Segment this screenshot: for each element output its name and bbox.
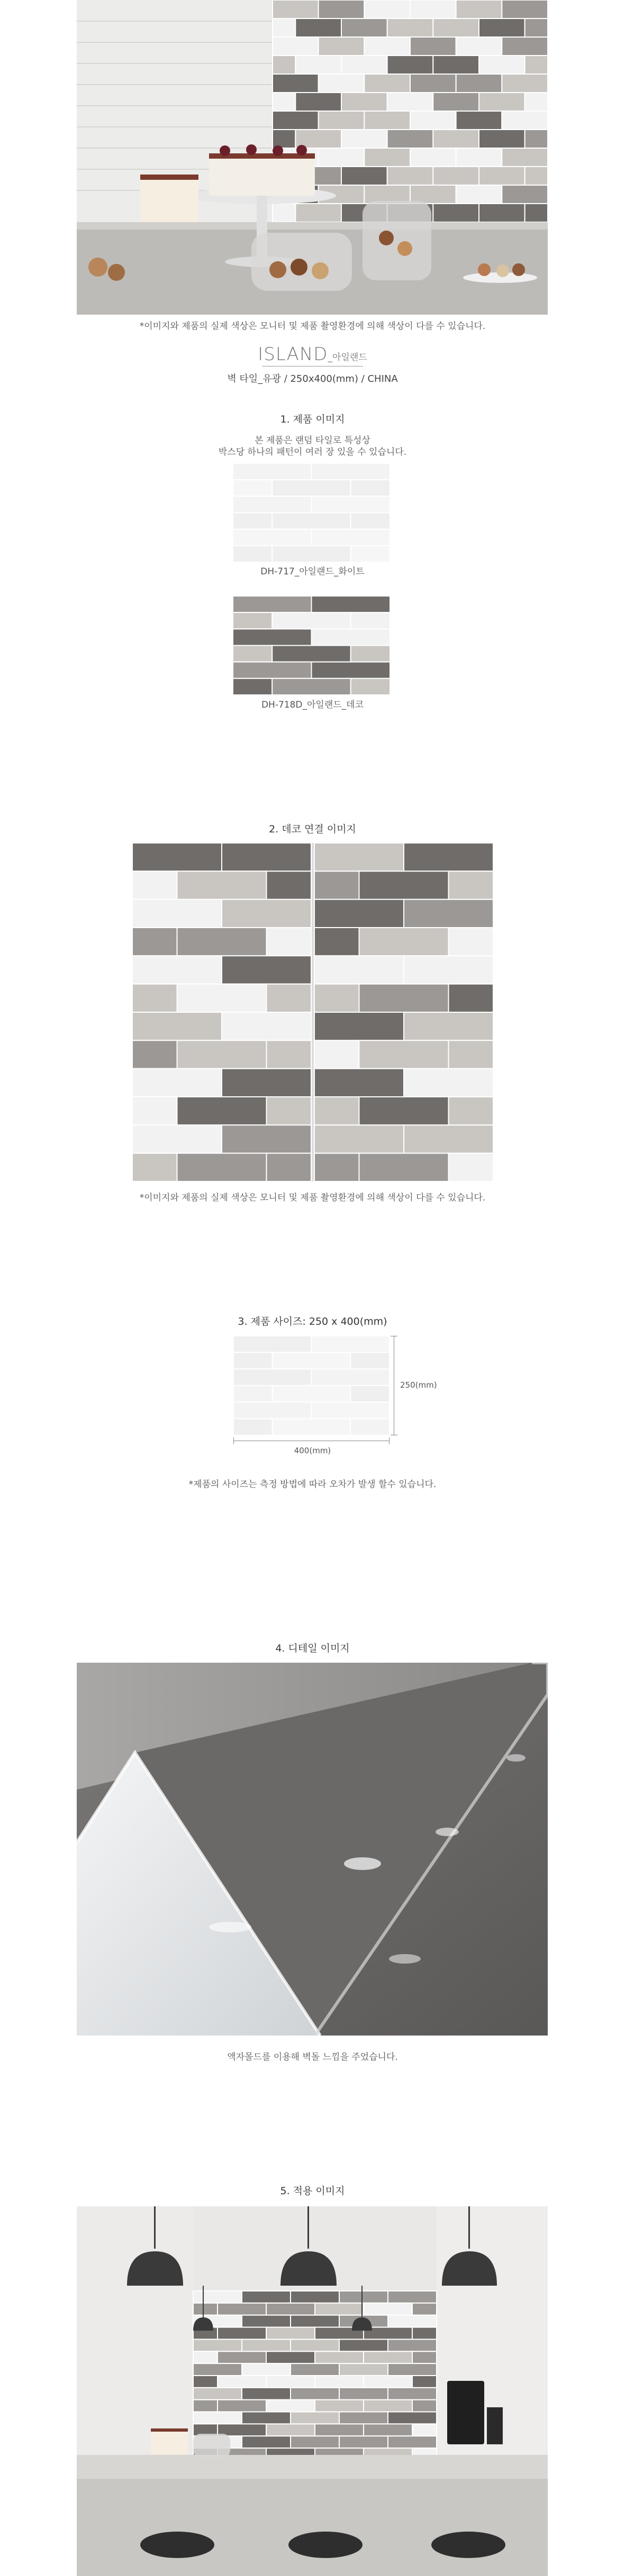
brick — [272, 513, 351, 529]
brick — [233, 480, 272, 496]
brick — [350, 1352, 390, 1369]
brick — [218, 2376, 266, 2388]
brick — [404, 1125, 493, 1153]
brick — [351, 546, 390, 562]
brick — [319, 111, 365, 130]
brick — [177, 1097, 267, 1125]
brick — [404, 956, 493, 984]
brick — [387, 130, 433, 148]
brick — [314, 1097, 359, 1125]
section-1-desc-line1: 본 제품은 랜덤 타일로 특성상 — [255, 435, 370, 446]
brick — [456, 37, 502, 56]
brick — [364, 37, 410, 56]
brick — [312, 496, 391, 512]
brick — [273, 130, 295, 148]
brick — [412, 2376, 437, 2388]
brick — [233, 1402, 312, 1418]
brick — [273, 1352, 351, 1369]
brick — [266, 2351, 315, 2363]
brick — [295, 93, 341, 111]
brick — [177, 1040, 267, 1068]
brick — [233, 529, 312, 546]
brick — [404, 1069, 493, 1097]
brick — [267, 871, 312, 899]
brick — [132, 900, 222, 928]
brick — [341, 167, 387, 185]
brick — [525, 93, 548, 111]
brick — [132, 928, 177, 956]
brick — [295, 56, 341, 74]
brick — [314, 900, 404, 928]
brick — [132, 1069, 222, 1097]
brick — [315, 2351, 364, 2363]
brick — [502, 74, 548, 93]
hero-photo — [77, 0, 548, 315]
brick — [132, 1125, 222, 1153]
brick — [222, 900, 311, 928]
brick — [314, 843, 404, 871]
brick — [410, 0, 456, 19]
section-1-title: 1. 제품 이미지 — [280, 414, 345, 425]
deco-connection-illustration — [132, 843, 493, 1181]
brick — [525, 19, 548, 37]
brick — [193, 2412, 242, 2424]
brick — [312, 1336, 390, 1352]
brick — [233, 1386, 273, 1402]
brick — [387, 56, 433, 74]
brick — [312, 1369, 390, 1386]
brick — [233, 1352, 273, 1369]
brick — [291, 2363, 339, 2376]
brick — [314, 1125, 404, 1153]
brick — [388, 2339, 437, 2351]
brick — [242, 2291, 291, 2303]
brick — [319, 37, 365, 56]
brick — [222, 956, 311, 984]
brick — [314, 984, 359, 1012]
deco-connection-image — [132, 843, 493, 1181]
brick — [266, 2424, 315, 2436]
brick — [479, 56, 525, 74]
section-2-title: 2. 데코 연결 이미지 — [269, 823, 356, 835]
application-illustration — [77, 2206, 548, 2576]
brick — [291, 2291, 339, 2303]
brick — [242, 2436, 291, 2448]
size-disclaimer: *제품의 사이즈는 측정 방법에 따라 오차가 발생 할수 있습니다. — [188, 1479, 437, 1490]
tile-sample-white — [233, 463, 390, 562]
brick — [315, 2424, 364, 2436]
brick — [193, 2400, 218, 2412]
brick — [233, 612, 272, 629]
brick — [433, 19, 479, 37]
brick — [410, 148, 456, 167]
brick — [193, 2351, 218, 2363]
product-name-en: ISLAND — [258, 344, 328, 365]
brick — [218, 2400, 266, 2412]
width-dimension-tick-right — [389, 1437, 390, 1444]
brick — [233, 596, 312, 612]
width-label: 400(mm) — [294, 1446, 331, 1455]
brick — [449, 1153, 494, 1181]
brick — [291, 2412, 339, 2424]
color-disclaimer: *이미지와 제품의 실제 색상은 모니터 및 제품 촬영환경에 의해 색상이 다를 수 있습니다. — [139, 321, 486, 332]
brick — [479, 19, 525, 37]
brick — [233, 1336, 312, 1352]
brick — [433, 204, 479, 222]
brick — [525, 56, 548, 74]
brick — [479, 204, 525, 222]
brick — [410, 111, 456, 130]
brick — [364, 148, 410, 167]
brick — [233, 646, 272, 662]
brick — [388, 2436, 437, 2448]
brick — [314, 1153, 359, 1181]
brick — [242, 2388, 291, 2400]
brick — [341, 56, 387, 74]
brick — [502, 111, 548, 130]
brick — [291, 2339, 339, 2351]
brick — [272, 546, 351, 562]
brick — [359, 1097, 449, 1125]
brick — [364, 111, 410, 130]
brick — [267, 1097, 312, 1125]
product-title — [0, 344, 625, 365]
brick — [456, 0, 502, 19]
brick — [456, 111, 502, 130]
brick — [525, 204, 548, 222]
brick — [449, 1097, 494, 1125]
tile-white-illustration — [233, 463, 390, 562]
brick — [315, 2376, 364, 2388]
brick — [319, 74, 365, 93]
brick — [412, 2327, 437, 2340]
brick — [449, 1040, 494, 1068]
brick — [350, 1386, 390, 1402]
brick — [177, 984, 267, 1012]
brick — [312, 662, 391, 679]
brick — [339, 2436, 388, 2448]
brick — [266, 2400, 315, 2412]
brick — [433, 130, 479, 148]
brick — [410, 74, 456, 93]
brick — [388, 2363, 437, 2376]
product-name-ko: _아일랜드 — [328, 352, 367, 363]
brick — [291, 2315, 339, 2327]
tile-code-deco: DH-718D_아일랜드_데코 — [261, 700, 364, 710]
size-tile-sample — [233, 1336, 390, 1435]
tile-code-white: DH-717_아일랜드_화이트 — [260, 566, 365, 577]
brick — [339, 2339, 388, 2351]
brick — [525, 130, 548, 148]
brick — [387, 167, 433, 185]
section-1-desc-line2: 박스당 하나의 패턴이 여러 장 있을 수 있습니다. — [218, 447, 407, 457]
brick — [177, 928, 267, 956]
brick — [132, 1097, 177, 1125]
brick — [412, 2400, 437, 2412]
brick — [233, 463, 312, 480]
brick — [267, 1153, 312, 1181]
brick — [242, 2315, 291, 2327]
brick — [351, 480, 390, 496]
brick — [433, 93, 479, 111]
brick — [412, 2351, 437, 2363]
brick — [412, 2303, 437, 2315]
brick — [177, 871, 267, 899]
brick — [273, 1386, 351, 1402]
brick — [410, 37, 456, 56]
brick — [193, 2363, 242, 2376]
brick — [233, 496, 312, 512]
brick — [132, 1153, 177, 1181]
product-spec: 벽 타일_유광 / 250x400(mm) / CHINA — [227, 373, 398, 384]
brick — [404, 900, 493, 928]
brick — [502, 148, 548, 167]
brick — [273, 111, 319, 130]
brick — [433, 167, 479, 185]
brick — [351, 679, 390, 695]
brick — [273, 0, 319, 19]
brick — [312, 596, 391, 612]
brick — [193, 2303, 218, 2315]
connection-color-disclaimer: *이미지와 제품의 실제 색상은 모니터 및 제품 촬영환경에 의해 색상이 다를 수 있습니다. — [139, 1193, 486, 1203]
brick — [364, 2376, 412, 2388]
brick — [312, 529, 391, 546]
brick — [132, 1040, 177, 1068]
brick — [456, 185, 502, 204]
brick — [233, 679, 272, 695]
brick — [272, 679, 351, 695]
tile-sample-deco — [233, 596, 390, 695]
brick — [479, 93, 525, 111]
brick — [267, 928, 312, 956]
brick — [312, 1402, 390, 1418]
section-4-title: 4. 디테일 이미지 — [275, 1643, 350, 1654]
brick — [273, 1419, 351, 1435]
brick — [339, 2291, 388, 2303]
brick — [364, 185, 410, 204]
section-5-title: 5. 적용 이미지 — [280, 2185, 345, 2197]
brick — [242, 2339, 291, 2351]
brick — [314, 1012, 404, 1040]
brick — [132, 843, 222, 871]
brick — [272, 480, 351, 496]
height-label: 250(mm) — [400, 1380, 437, 1390]
brick — [364, 74, 410, 93]
brick — [351, 513, 390, 529]
brick — [388, 2388, 437, 2400]
brick — [341, 19, 387, 37]
brick — [339, 2388, 388, 2400]
brick — [291, 2388, 339, 2400]
brick — [218, 2351, 266, 2363]
brick — [314, 928, 359, 956]
brick — [177, 1153, 267, 1181]
brick — [233, 513, 272, 529]
brick — [233, 1369, 312, 1386]
brick — [387, 93, 433, 111]
brick — [266, 2327, 315, 2340]
brick — [242, 2412, 291, 2424]
brick — [456, 74, 502, 93]
brick — [266, 2303, 315, 2315]
brick — [339, 2363, 388, 2376]
brick — [319, 148, 365, 167]
brick — [193, 2376, 218, 2388]
brick — [359, 928, 449, 956]
brick — [364, 2303, 412, 2315]
brick — [242, 2363, 291, 2376]
brick — [314, 1069, 404, 1097]
brick — [218, 2327, 266, 2340]
brick — [502, 185, 548, 204]
brick — [273, 204, 295, 222]
brick — [525, 167, 548, 185]
brick — [315, 2303, 364, 2315]
brick — [449, 928, 494, 956]
brick — [222, 843, 311, 871]
brick — [132, 984, 177, 1012]
brick — [364, 2400, 412, 2412]
brick — [273, 19, 295, 37]
brick — [319, 0, 365, 19]
brick — [193, 2291, 242, 2303]
brick — [233, 1419, 273, 1435]
brick — [341, 93, 387, 111]
brick — [267, 1040, 312, 1068]
brick — [341, 130, 387, 148]
brick — [449, 984, 494, 1012]
brick — [388, 2291, 437, 2303]
hero-illustration — [77, 0, 548, 315]
brick — [132, 956, 222, 984]
brick — [315, 2400, 364, 2412]
width-dimension-tick-left — [233, 1437, 234, 1444]
brick — [479, 130, 525, 148]
brick — [273, 93, 295, 111]
brick — [351, 646, 390, 662]
brick — [456, 148, 502, 167]
brick — [502, 0, 548, 19]
brick — [387, 19, 433, 37]
brick — [350, 1419, 390, 1435]
brick — [273, 56, 295, 74]
brick — [388, 2315, 437, 2327]
brick — [273, 37, 319, 56]
brick — [132, 1012, 222, 1040]
brick — [359, 1040, 449, 1068]
brick — [359, 1153, 449, 1181]
brick — [295, 204, 341, 222]
detail-illustration — [77, 1663, 548, 2036]
brick — [222, 1012, 311, 1040]
brick — [233, 629, 312, 645]
brick — [359, 871, 449, 899]
brick — [266, 2376, 315, 2388]
brick — [314, 1040, 359, 1068]
section-3-title: 3. 제품 사이즈: 250 x 400(mm) — [238, 1316, 387, 1327]
brick — [312, 629, 391, 645]
brick — [479, 167, 525, 185]
brick — [364, 0, 410, 19]
brick — [273, 74, 319, 93]
brick — [433, 56, 479, 74]
brick — [272, 646, 351, 662]
brick — [388, 2412, 437, 2424]
brick — [291, 2436, 339, 2448]
brick — [222, 1069, 311, 1097]
brick — [314, 956, 404, 984]
brick — [295, 19, 341, 37]
size-tile-illustration — [233, 1336, 390, 1435]
brick — [339, 2412, 388, 2424]
detail-image — [77, 1663, 548, 2036]
application-image — [77, 2206, 548, 2576]
brick — [364, 2424, 412, 2436]
brick — [218, 2303, 266, 2315]
brick — [193, 2388, 242, 2400]
brick — [193, 2339, 242, 2351]
brick — [312, 463, 391, 480]
brick — [222, 1125, 311, 1153]
brick — [412, 2424, 437, 2436]
brick — [359, 984, 449, 1012]
brick — [364, 2351, 412, 2363]
brick — [404, 843, 493, 871]
brick — [351, 612, 390, 629]
brick — [404, 1012, 493, 1040]
brick — [233, 662, 312, 679]
detail-caption: 액자몰드를 이용해 벽돌 느낌을 주었습니다. — [227, 2052, 398, 2062]
brick — [272, 612, 351, 629]
brick — [132, 871, 177, 899]
brick — [314, 871, 359, 899]
brick — [233, 546, 272, 562]
brick — [267, 984, 312, 1012]
brick — [502, 37, 548, 56]
tile-deco-illustration — [233, 596, 390, 695]
brick — [410, 185, 456, 204]
brick — [449, 871, 494, 899]
